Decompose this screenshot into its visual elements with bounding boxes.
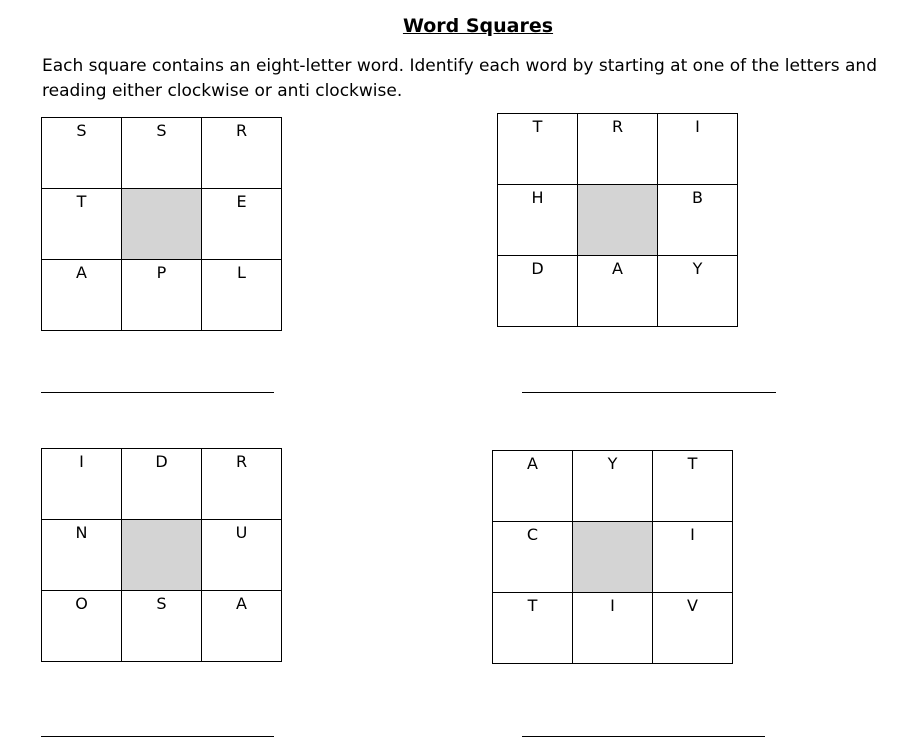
square-cell: S [122,591,202,662]
square-cell: A [42,260,122,331]
square-cell: A [493,451,573,522]
instructions-text: Each square contains an eight-letter word. Identify each word by starting at one of the letters and reading either clockwise or anti clockwise. [42,56,878,101]
square-cell: R [202,449,282,520]
square-cell: D [498,256,578,327]
word-square-1 [41,117,282,331]
square-cell: A [202,591,282,662]
square-cell: T [498,114,578,185]
square-cell: R [202,118,282,189]
square-cell: O [42,591,122,662]
square-cell: U [202,520,282,591]
square-cell: Y [573,451,653,522]
square-cell: E [202,189,282,260]
square-cell: I [573,593,653,664]
square-cell: S [42,118,122,189]
answer-line-2[interactable] [522,392,776,393]
square-cell: I [653,522,733,593]
answer-line-1[interactable] [41,392,274,393]
square-center-blank [578,185,658,256]
square-cell: V [653,593,733,664]
square-center-blank [122,520,202,591]
square-cell: T [493,593,573,664]
square-cell: T [653,451,733,522]
square-cell: A [578,256,658,327]
square-cell: N [42,520,122,591]
square-cell: I [42,449,122,520]
page-title: Word Squares [402,15,554,37]
square-cell: T [42,189,122,260]
word-square-2 [497,113,738,327]
square-cell: P [122,260,202,331]
square-cell: B [658,185,738,256]
square-center-blank [573,522,653,593]
square-cell: D [122,449,202,520]
square-cell: H [498,185,578,256]
square-cell: R [578,114,658,185]
square-cell: S [122,118,202,189]
square-cell: C [493,522,573,593]
square-cell: I [658,114,738,185]
answer-line-4[interactable] [522,736,765,737]
square-center-blank [122,189,202,260]
answer-line-3[interactable] [41,736,274,737]
square-cell: L [202,260,282,331]
word-square-4 [492,450,733,664]
word-square-3 [41,448,282,662]
square-cell: Y [658,256,738,327]
